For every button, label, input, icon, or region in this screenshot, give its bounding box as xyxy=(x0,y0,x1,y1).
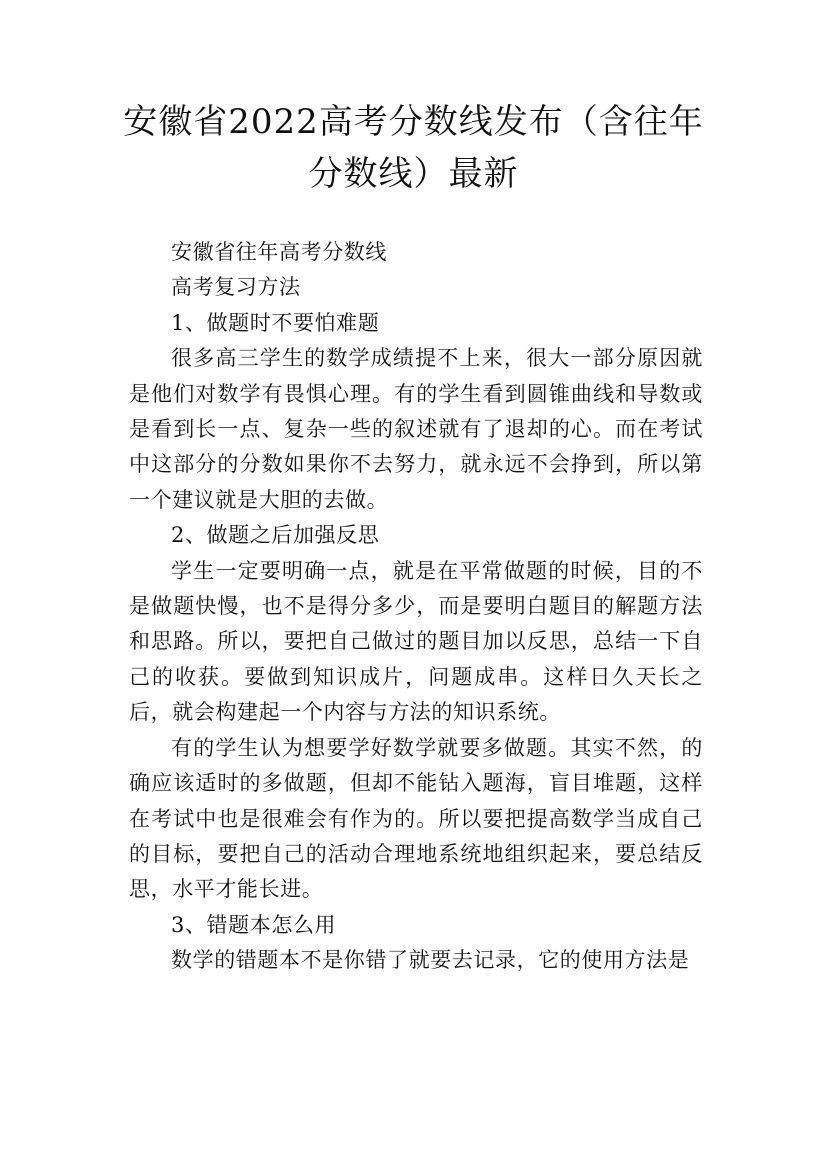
section-heading-past-scores: 安徽省往年高考分数线 xyxy=(171,240,387,264)
section-heading-review-methods: 高考复习方法 xyxy=(171,275,301,300)
subheading-hard-problems: 1、做题时不要怕难题 xyxy=(171,310,380,335)
paragraph-reflection: 学生一定要明确一点，就是在平常做题的时候，目的不是做题快慢，也不是得分多少，而是要明白题目的解题方法和思路。所以，要把自己做过的题目加以反思，总结一下自己的收获。要做到知识成片，问题成串。这样日久天长之后，就会构建起一个内容与方法的知识系统。 xyxy=(129,558,703,725)
subheading-reflection: 2、做题之后加强反思 xyxy=(171,523,380,548)
paragraph-practice: 有的学生认为想要学好数学就要多做题。其实不然，的确应该适时的多做题，但却不能钻入题海，盲目堆题，这样在考试中也是很难会有作为的。所以要把提高数学当成自己的目标，要把自己的活动合理地系统地组织起来，要总结反思，水平才能长进。 xyxy=(129,735,703,902)
paragraph-hard-problems: 很多高三学生的数学成绩提不上来，很大一部分原因就是他们对数学有畏惧心理。有的学生看到圆锥曲线和导数或是看到长一点、复杂一些的叙述就有了退却的心。而在考试中这部分的分数如果你不去努力，就永远不会挣到，所以第一个建议就是大胆的去做。 xyxy=(129,346,703,512)
paragraph-error-notebook: 数学的错题本不是你错了就要去记录，它的使用方法是 xyxy=(171,948,690,973)
document-body xyxy=(129,235,703,979)
document-title: 安徽省2022高考分数线发布（含往年分数线）最新 xyxy=(123,102,704,194)
subheading-error-notebook: 3、错题本怎么用 xyxy=(171,912,337,937)
